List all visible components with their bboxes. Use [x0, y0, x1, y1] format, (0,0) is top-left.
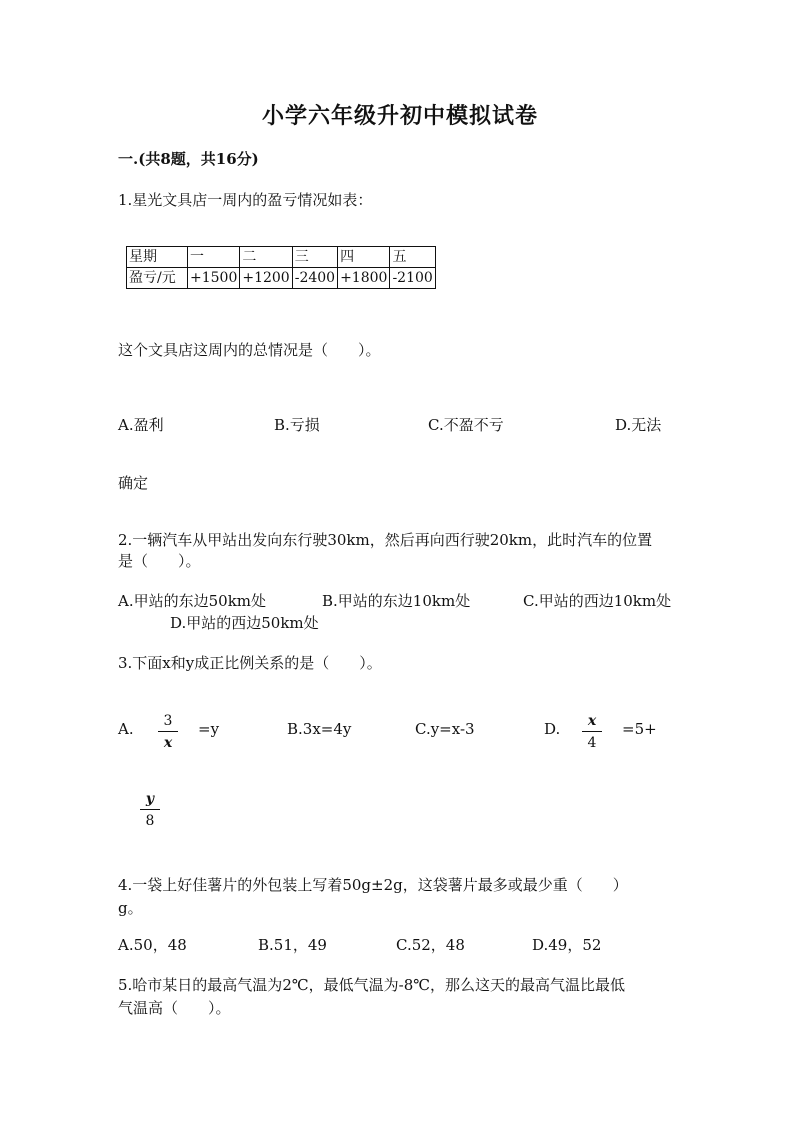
- q1-ask: 这个文具店这周内的总情况是（ ）。: [118, 341, 381, 359]
- q4-option-b: B.51，49: [258, 936, 327, 954]
- q1-option-b: B.亏损: [274, 416, 320, 434]
- fraction-denominator: x: [163, 735, 173, 751]
- q2-option-b: B.甲站的东边10km处: [322, 592, 471, 610]
- q4-stem-line2: g。: [118, 899, 143, 917]
- q3-option-d-rest: =5+: [622, 720, 657, 738]
- q1-option-c: C.不盈不亏: [428, 416, 504, 434]
- q3-option-a-fraction: [158, 713, 178, 751]
- q3-option-d-fraction-wrap: [140, 791, 160, 829]
- q4-option-d: D.49，52: [532, 936, 602, 954]
- table-cell: 星期: [127, 247, 188, 268]
- table-cell: 三: [292, 247, 337, 268]
- q1-option-d: D.无法: [615, 416, 662, 434]
- table-cell: 二: [240, 247, 292, 268]
- table-cell: 一: [188, 247, 240, 268]
- q3-option-c: C.y=x-3: [415, 720, 475, 738]
- q5-stem-line2: 气温高（ ）。: [118, 999, 231, 1017]
- q3-option-d-label: D.: [544, 720, 561, 738]
- profit-loss-table: [126, 246, 436, 289]
- table-cell: -2100: [390, 268, 435, 289]
- q3-option-b: B.3x=4y: [287, 720, 352, 738]
- q1-option-d-wrap: 确定: [118, 474, 149, 492]
- table-cell: +1500: [188, 268, 240, 289]
- q1-stem: 1.星光文具店一周内的盈亏情况如表：: [118, 191, 373, 209]
- table-row: [127, 247, 436, 268]
- fraction-denominator: 8: [145, 813, 155, 829]
- q3-option-a-rest: =y: [198, 720, 220, 738]
- fraction-numerator: x: [582, 713, 602, 732]
- q3-stem: 3.下面x和y成正比例关系的是（ ）。: [118, 654, 382, 672]
- q3-option-a-label: A.: [118, 720, 134, 738]
- q1-option-a: A.盈利: [118, 416, 164, 434]
- table-row: [127, 268, 436, 289]
- q2-option-a: A.甲站的东边50km处: [118, 592, 267, 610]
- table-cell: 五: [390, 247, 435, 268]
- table-cell: 盈亏/元: [127, 268, 188, 289]
- table-cell: +1800: [338, 268, 390, 289]
- section-heading: 一.(共8题，共16分): [118, 150, 259, 168]
- q3-option-d-fraction: [582, 713, 602, 751]
- page-title: 小学六年级升初中模拟试卷: [261, 103, 538, 129]
- fraction-numerator: 3: [158, 713, 178, 732]
- q5-stem-line1: 5.哈市某日的最高气温为2℃，最低气温为-8℃，那么这天的最高气温比最低: [118, 976, 626, 994]
- table-cell: -2400: [292, 268, 337, 289]
- q2-option-d: D.甲站的西边50km处: [170, 614, 319, 632]
- fraction-numerator: y: [140, 791, 160, 810]
- fraction-denominator: 4: [587, 735, 597, 751]
- q4-option-c: C.52，48: [396, 936, 465, 954]
- q4-stem-line1: 4.一袋上好佳薯片的外包装上写着50g±2g，这袋薯片最多或最少重（ ）: [118, 876, 628, 894]
- table-cell: +1200: [240, 268, 292, 289]
- q2-option-c: C.甲站的西边10km处: [523, 592, 672, 610]
- q2-stem-line1: 2.一辆汽车从甲站出发向东行驶30km，然后再向西行驶20km，此时汽车的位置: [118, 531, 653, 549]
- q4-option-a: A.50，48: [118, 936, 187, 954]
- q2-stem-line2: 是（ ）。: [118, 552, 201, 570]
- table-cell: 四: [338, 247, 390, 268]
